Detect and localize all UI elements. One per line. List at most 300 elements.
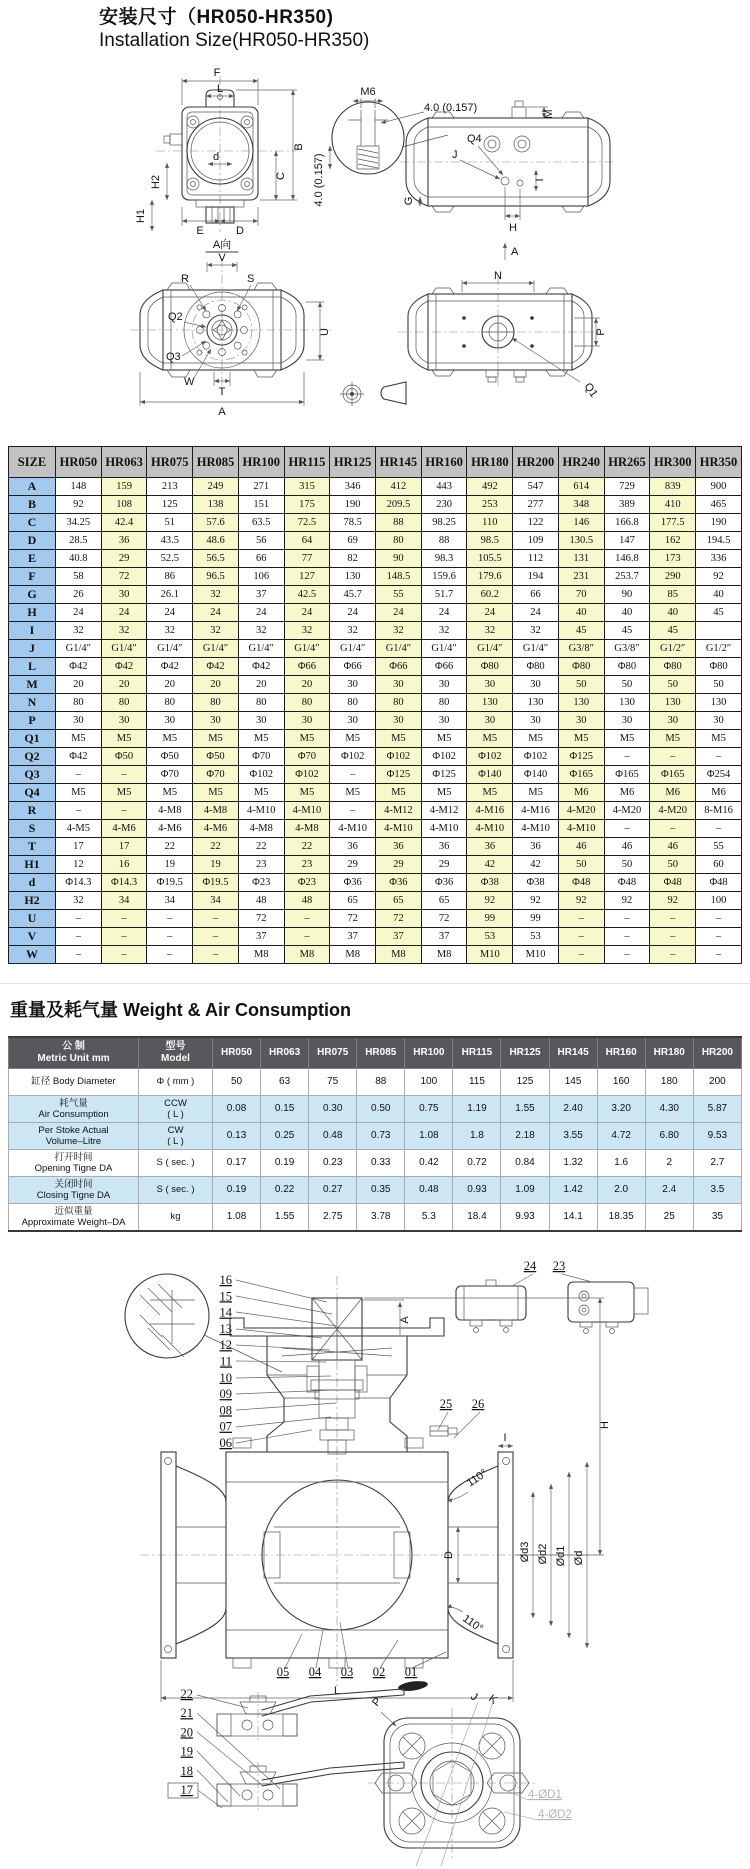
size-table-cell: – <box>56 802 102 820</box>
weight-table-cell: 0.73 <box>357 1123 405 1150</box>
size-table-cell: 315 <box>284 478 330 496</box>
weight-table-cell: 9.53 <box>693 1123 741 1150</box>
weight-table-cell: 200 <box>693 1069 741 1096</box>
size-table-cell: Φ125 <box>558 748 604 766</box>
dim-label-a-arrow: A <box>511 246 519 258</box>
size-table-cell: 46 <box>604 838 650 856</box>
size-table-col-header-HR350: HR350 <box>696 447 742 478</box>
dim-label-od3: Ød3 <box>519 1541 531 1563</box>
size-table-cell: 77 <box>284 550 330 568</box>
end-view <box>135 67 305 237</box>
size-table-cell: 98.5 <box>467 532 513 550</box>
weight-table-cell: 0.15 <box>261 1096 309 1123</box>
size-table-cell: 26 <box>56 586 102 604</box>
size-table-cell: – <box>101 766 147 784</box>
size-table-cell: M5 <box>147 784 193 802</box>
size-table-cell: 90 <box>376 550 422 568</box>
dim-label-i: I <box>534 178 546 182</box>
size-table-cell: G1/4″ <box>284 640 330 658</box>
size-table-row-T <box>9 838 742 856</box>
size-table-cell: 16 <box>101 856 147 874</box>
weight-table-cell: 1.32 <box>549 1150 597 1177</box>
weight-table-row-unit: kg <box>139 1204 213 1232</box>
size-table-col-header-HR050: HR050 <box>56 447 102 478</box>
size-table-cell: Φ66 <box>284 658 330 676</box>
size-table-cell: Φ19.5 <box>147 874 193 892</box>
weight-table-cell: 0.48 <box>309 1123 357 1150</box>
size-table-cell: 130 <box>330 568 376 586</box>
size-table-cell: 85 <box>650 586 696 604</box>
size-table-cell: 82 <box>330 550 376 568</box>
size-table-cell: 30 <box>467 712 513 730</box>
size-table-cell: M5 <box>513 730 559 748</box>
size-table-cell: 162 <box>650 532 696 550</box>
size-table-cell: 19 <box>147 856 193 874</box>
size-table-cell: 336 <box>696 550 742 568</box>
size-table-cell: 42.4 <box>101 514 147 532</box>
size-table-row-I <box>9 622 742 640</box>
size-table-cell: 28.5 <box>56 532 102 550</box>
weight-table-col-header-HR050: HR050 <box>213 1037 261 1069</box>
size-table-cell: 209.5 <box>376 496 422 514</box>
size-table-cell: G3/8″ <box>604 640 650 658</box>
dim-label-g: G <box>403 196 415 206</box>
dim-label-m6: M6 <box>360 86 376 98</box>
size-table-cell: Φ23 <box>284 874 330 892</box>
size-table-cell: 51.7 <box>421 586 467 604</box>
weight-table-col-header-HR200: HR200 <box>693 1037 741 1069</box>
size-table-cell: 66 <box>513 586 559 604</box>
size-table-cell: M5 <box>56 730 102 748</box>
dim-label-t: T <box>218 386 226 398</box>
size-table-row-E <box>9 550 742 568</box>
size-table-col-header-HR200: HR200 <box>513 447 559 478</box>
weight-table-cell: 180 <box>645 1069 693 1096</box>
size-table-cell: – <box>330 802 376 820</box>
size-table-row-F <box>9 568 742 586</box>
weight-table-cell: 63 <box>261 1069 309 1096</box>
size-table-cell: 86 <box>147 568 193 586</box>
size-table-cell: M5 <box>193 730 239 748</box>
size-table-col-header-HR145: HR145 <box>376 447 422 478</box>
part-labels-left <box>220 1273 233 1450</box>
size-table-cell: 4-M6 <box>101 820 147 838</box>
weight-table-cell: 3.55 <box>549 1123 597 1150</box>
size-table-row-label: N <box>9 694 56 712</box>
size-table-cell: 30 <box>421 712 467 730</box>
size-table-cell: 20 <box>56 676 102 694</box>
size-table-cell: 37 <box>421 928 467 946</box>
part-leaders-left <box>236 1280 337 1443</box>
ink-mark <box>398 1679 429 1692</box>
size-table-cell: 29 <box>101 550 147 568</box>
size-table-cell: 99 <box>513 910 559 928</box>
size-table-cell: 34.25 <box>56 514 102 532</box>
size-table-cell: 146.8 <box>604 550 650 568</box>
size-table-cell: – <box>650 910 696 928</box>
weight-table-row <box>9 1204 742 1232</box>
dim-label-q4: Q4 <box>467 133 482 145</box>
size-table-cell: 277 <box>513 496 559 514</box>
weight-table-cell: 18.35 <box>597 1204 645 1232</box>
size-table-cell: 127 <box>284 568 330 586</box>
size-table-cell: Φ80 <box>513 658 559 676</box>
weight-table-col-header-HR180: HR180 <box>645 1037 693 1069</box>
weight-table-cell: 2.40 <box>549 1096 597 1123</box>
size-table-cell: 80 <box>56 694 102 712</box>
part-number-13: 13 <box>219 1321 232 1336</box>
size-table-cell: G1/4″ <box>330 640 376 658</box>
page-title-block <box>99 6 369 52</box>
size-table-col-header-HR125: HR125 <box>330 447 376 478</box>
size-table-cell: 194 <box>513 568 559 586</box>
size-table-cell: Φ48 <box>558 874 604 892</box>
size-table-cell: 92 <box>558 892 604 910</box>
weight-table-cell: 50 <box>213 1069 261 1096</box>
size-table-cell <box>696 622 742 640</box>
weight-table-row-label: Per Stoke Actual Volume–Litre <box>9 1123 139 1150</box>
size-table-cell: – <box>284 910 330 928</box>
size-table-cell: 100 <box>696 892 742 910</box>
weight-table-col-header-HR085: HR085 <box>357 1037 405 1069</box>
size-table-cell: 110 <box>467 514 513 532</box>
size-table-cell: G1/4″ <box>421 640 467 658</box>
size-table-cell: 22 <box>284 838 330 856</box>
weight-table-cell: 6.80 <box>645 1123 693 1150</box>
size-table-cell: 32 <box>421 622 467 640</box>
weight-table-head <box>9 1037 742 1069</box>
part-number-21: 21 <box>180 1706 193 1721</box>
size-table-cell: 45 <box>650 622 696 640</box>
dim-label-depth: 4.0 (0.157) <box>424 102 478 114</box>
size-table-row-H1 <box>9 856 742 874</box>
size-table-cell: 55 <box>696 838 742 856</box>
size-table-cell: 4-M12 <box>376 802 422 820</box>
size-table-cell: 4-M20 <box>650 802 696 820</box>
weight-table-cell: 115 <box>453 1069 501 1096</box>
size-table-cell: Φ42 <box>101 658 147 676</box>
size-table-cell: 32 <box>101 622 147 640</box>
size-table-row-label: H <box>9 604 56 622</box>
size-table-cell: Φ165 <box>558 766 604 784</box>
size-table-cell: 99 <box>467 910 513 928</box>
dim-label-j: J <box>452 149 458 161</box>
part-labels-lower <box>181 1687 194 1797</box>
size-table-cell: 92 <box>467 892 513 910</box>
part-number-04: 04 <box>308 1665 322 1679</box>
size-table-cell: – <box>558 910 604 928</box>
size-table-cell: 112 <box>513 550 559 568</box>
valve-section-drawing <box>0 1240 750 1869</box>
size-table-cell: 36 <box>376 838 422 856</box>
page-title-zh: 安装尺寸（HR050-HR350) <box>99 7 334 28</box>
size-table-cell: 36 <box>467 838 513 856</box>
size-table-cell: 125 <box>147 496 193 514</box>
part-number-19: 19 <box>180 1744 193 1759</box>
part-number-15: 15 <box>219 1289 232 1304</box>
size-table-cell: – <box>696 910 742 928</box>
weight-table-cell: 0.08 <box>213 1096 261 1123</box>
weight-table-cell: 0.84 <box>501 1150 549 1177</box>
dim-label-l: L <box>216 83 224 95</box>
size-table-cell: 12 <box>56 856 102 874</box>
size-table-row-Q4 <box>9 784 742 802</box>
size-table-cell: 173 <box>650 550 696 568</box>
page-title-en: Installation Size(HR050-HR350) <box>99 30 370 52</box>
size-table-cell: – <box>604 910 650 928</box>
size-table-cell: 50 <box>604 856 650 874</box>
size-table-row-label: E <box>9 550 56 568</box>
part-number-24: 24 <box>523 1259 537 1273</box>
size-table-cell: M6 <box>650 784 696 802</box>
weight-table-col-header-HR075: HR075 <box>309 1037 357 1069</box>
size-table-cell: 30 <box>421 676 467 694</box>
size-table-cell: M6 <box>604 784 650 802</box>
actuator-dimension-drawing <box>0 50 750 442</box>
weight-table-row-label: 耗气量 Air Consumption <box>9 1096 139 1123</box>
size-table-cell: 48 <box>238 892 284 910</box>
size-table-cell: 175 <box>284 496 330 514</box>
weight-table-model-header: 型号 Model <box>139 1037 213 1069</box>
size-table-col-header-HR160: HR160 <box>421 447 467 478</box>
dim-label-h2: H2 <box>150 174 162 190</box>
weight-table-cell: 2 <box>645 1150 693 1177</box>
size-table-row-label: A <box>9 478 56 496</box>
dim-label-e: E <box>196 225 204 237</box>
part-labels-bottom <box>277 1665 418 1679</box>
weight-table-cell: 1.08 <box>213 1204 261 1232</box>
size-table-cell: 40.8 <box>56 550 102 568</box>
size-table-cell: M5 <box>284 784 330 802</box>
size-table-cell: Φ19.5 <box>193 874 239 892</box>
size-table-cell: G1/2″ <box>696 640 742 658</box>
side-bolts <box>430 1412 480 1438</box>
weight-table-cell: 1.8 <box>453 1123 501 1150</box>
size-table-cell: 148.5 <box>376 568 422 586</box>
size-table-cell: 50 <box>558 856 604 874</box>
size-table-cell: Φ140 <box>513 766 559 784</box>
size-table-row-label: S <box>9 820 56 838</box>
dim-label-vh: H <box>599 1421 611 1429</box>
size-table-cell: Φ14.3 <box>56 874 102 892</box>
size-table-row-label: R <box>9 802 56 820</box>
size-table-cell: – <box>650 928 696 946</box>
size-table-cell: Φ70 <box>284 748 330 766</box>
size-table-cell: M8 <box>421 946 467 964</box>
size-table-cell: Φ102 <box>513 748 559 766</box>
size-table-cell: Φ102 <box>467 748 513 766</box>
dim-label-dcol: D <box>236 225 244 237</box>
a-direction-view <box>130 237 334 418</box>
weight-table-cell: 1.09 <box>501 1177 549 1204</box>
weight-table-cell: 9.93 <box>501 1204 549 1232</box>
weight-table-cell: 1.42 <box>549 1177 597 1204</box>
weight-table-metric-header: 公 制 Metric Unit mm <box>9 1037 139 1069</box>
size-table-cell: – <box>101 928 147 946</box>
size-table-cell: 92 <box>56 496 102 514</box>
size-table-cell: 88 <box>421 532 467 550</box>
size-table-row-label: J <box>9 640 56 658</box>
size-table-cell: Φ14.3 <box>101 874 147 892</box>
size-table-cell: 4-M16 <box>467 802 513 820</box>
size-table-cell: M5 <box>467 784 513 802</box>
size-table-cell: 36 <box>330 838 376 856</box>
size-table-cell: Φ48 <box>696 874 742 892</box>
part-number-10: 10 <box>219 1370 232 1385</box>
size-table-cell: 37 <box>238 928 284 946</box>
part-number-03: 03 <box>340 1665 354 1679</box>
size-table-cell: M8 <box>238 946 284 964</box>
size-table-cell: 8-M16 <box>696 802 742 820</box>
weight-table-cell: 25 <box>645 1204 693 1232</box>
size-table-cell: M5 <box>238 730 284 748</box>
size-table-cell: Φ80 <box>696 658 742 676</box>
size-table-cell: 20 <box>284 676 330 694</box>
weight-table-cell: 3.78 <box>357 1204 405 1232</box>
size-table-cell: 20 <box>238 676 284 694</box>
part-number-07: 07 <box>219 1419 232 1434</box>
size-table-cell: 290 <box>650 568 696 586</box>
dim-label-d: d <box>212 151 220 163</box>
dim-label-h: H <box>509 222 517 234</box>
size-table-cell: 30 <box>330 712 376 730</box>
size-table-cell: Φ102 <box>376 748 422 766</box>
size-table-row-L <box>9 658 742 676</box>
size-table-cell: 389 <box>604 496 650 514</box>
stem-section-2 <box>217 1762 404 1812</box>
weight-table-col-header-HR160: HR160 <box>597 1037 645 1069</box>
size-table-cell: 443 <box>421 478 467 496</box>
size-table-cell: – <box>650 820 696 838</box>
size-table-row-R <box>9 802 742 820</box>
size-table-cell: 108 <box>101 496 147 514</box>
dim-label-f: F <box>213 67 221 79</box>
dim-label-vk: K <box>486 1692 500 1707</box>
size-table-cell: G1/4″ <box>238 640 284 658</box>
size-table-cell: 90 <box>604 586 650 604</box>
size-table-cell: Φ66 <box>376 658 422 676</box>
size-table-cell: 72 <box>421 910 467 928</box>
size-table-cell: 30 <box>193 712 239 730</box>
size-table-cell: 29 <box>330 856 376 874</box>
size-table-cell: 138 <box>193 496 239 514</box>
size-table-cell: 410 <box>650 496 696 514</box>
size-table-cell: 30 <box>330 676 376 694</box>
size-table-cell: 50 <box>558 676 604 694</box>
size-table-cell: 32 <box>513 622 559 640</box>
size-table-cell: M5 <box>101 730 147 748</box>
size-table-cell: 130.5 <box>558 532 604 550</box>
size-table-cell: G1/2″ <box>650 640 696 658</box>
size-table-cell: – <box>101 946 147 964</box>
size-table-cell: M5 <box>147 730 193 748</box>
size-table-cell: 88 <box>376 514 422 532</box>
weight-table-cell: 0.27 <box>309 1177 357 1204</box>
part-leaders-lower <box>197 1695 280 1808</box>
size-table-cell: – <box>696 748 742 766</box>
weight-table-cell: 100 <box>405 1069 453 1096</box>
size-table-cell: 37 <box>330 928 376 946</box>
size-table-row-label: U <box>9 910 56 928</box>
weight-table-cell: 0.93 <box>453 1177 501 1204</box>
size-table-cell: G3/8″ <box>558 640 604 658</box>
size-table-row-label: F <box>9 568 56 586</box>
weight-table-cell: 0.50 <box>357 1096 405 1123</box>
seal-detail-view <box>125 1274 282 1372</box>
dim-label-vl: L <box>333 1685 341 1697</box>
size-table-cell: 17 <box>56 838 102 856</box>
size-table-cell: 53 <box>467 928 513 946</box>
size-table-cell: 92 <box>604 892 650 910</box>
size-table-col-header-HR300: HR300 <box>650 447 696 478</box>
size-table-cell: 98.25 <box>421 514 467 532</box>
size-table-cell: 4-M10 <box>467 820 513 838</box>
size-table-row-U <box>9 910 742 928</box>
size-table-cell: Φ42 <box>56 748 102 766</box>
size-table-cell: 60 <box>696 856 742 874</box>
size-table-cell: 30 <box>558 712 604 730</box>
size-table-cell: 32 <box>56 622 102 640</box>
size-table-cell: 24 <box>421 604 467 622</box>
size-table-cell: 32 <box>284 622 330 640</box>
dim-label-bolt2: 4-ØD2 <box>538 1809 572 1821</box>
size-table-cell: – <box>604 946 650 964</box>
size-table-cell: Φ50 <box>193 748 239 766</box>
size-table-row-A <box>9 478 742 496</box>
dim-label-vd: D <box>443 1551 455 1559</box>
size-table-row-J <box>9 640 742 658</box>
weight-table-row-unit: S ( sec. ) <box>139 1150 213 1177</box>
thread-detail-view <box>313 86 477 207</box>
size-table-cell: G1/4″ <box>147 640 193 658</box>
size-table-cell: 53 <box>513 928 559 946</box>
size-table-cell: 30 <box>101 712 147 730</box>
size-table-cell: 40 <box>604 604 650 622</box>
part-number-08: 08 <box>219 1403 232 1418</box>
size-table-cell: M10 <box>513 946 559 964</box>
size-table-cell: 24 <box>101 604 147 622</box>
size-table-cell: M8 <box>284 946 330 964</box>
size-table-row-C <box>9 514 742 532</box>
size-table-cell: 42 <box>513 856 559 874</box>
size-table-col-header-HR075: HR075 <box>147 447 193 478</box>
size-table-cell: 36 <box>513 838 559 856</box>
size-table-cell: 24 <box>376 604 422 622</box>
size-table-cell: 80 <box>238 694 284 712</box>
size-table-row-S <box>9 820 742 838</box>
size-table-row-W <box>9 946 742 964</box>
size-table-cell: 24 <box>238 604 284 622</box>
size-table-cell: 32 <box>376 622 422 640</box>
size-table-cell: Φ80 <box>650 658 696 676</box>
size-table-cell: – <box>696 946 742 964</box>
size-table-head <box>9 447 742 478</box>
size-table-cell: – <box>604 928 650 946</box>
size-table-cell: 30 <box>513 676 559 694</box>
size-table-cell: Φ23 <box>238 874 284 892</box>
size-table-row-label: Q4 <box>9 784 56 802</box>
size-table-cell: 30 <box>238 712 284 730</box>
size-table-cell: 65 <box>421 892 467 910</box>
size-table-cell: 29 <box>376 856 422 874</box>
size-table-cell: M5 <box>467 730 513 748</box>
size-table-cell: 30 <box>147 712 193 730</box>
size-table-cell: M8 <box>376 946 422 964</box>
part-labels-mid <box>440 1397 485 1411</box>
size-table-row-label: C <box>9 514 56 532</box>
size-table-cell: 22 <box>193 838 239 856</box>
weight-table-cell: 5.3 <box>405 1204 453 1232</box>
